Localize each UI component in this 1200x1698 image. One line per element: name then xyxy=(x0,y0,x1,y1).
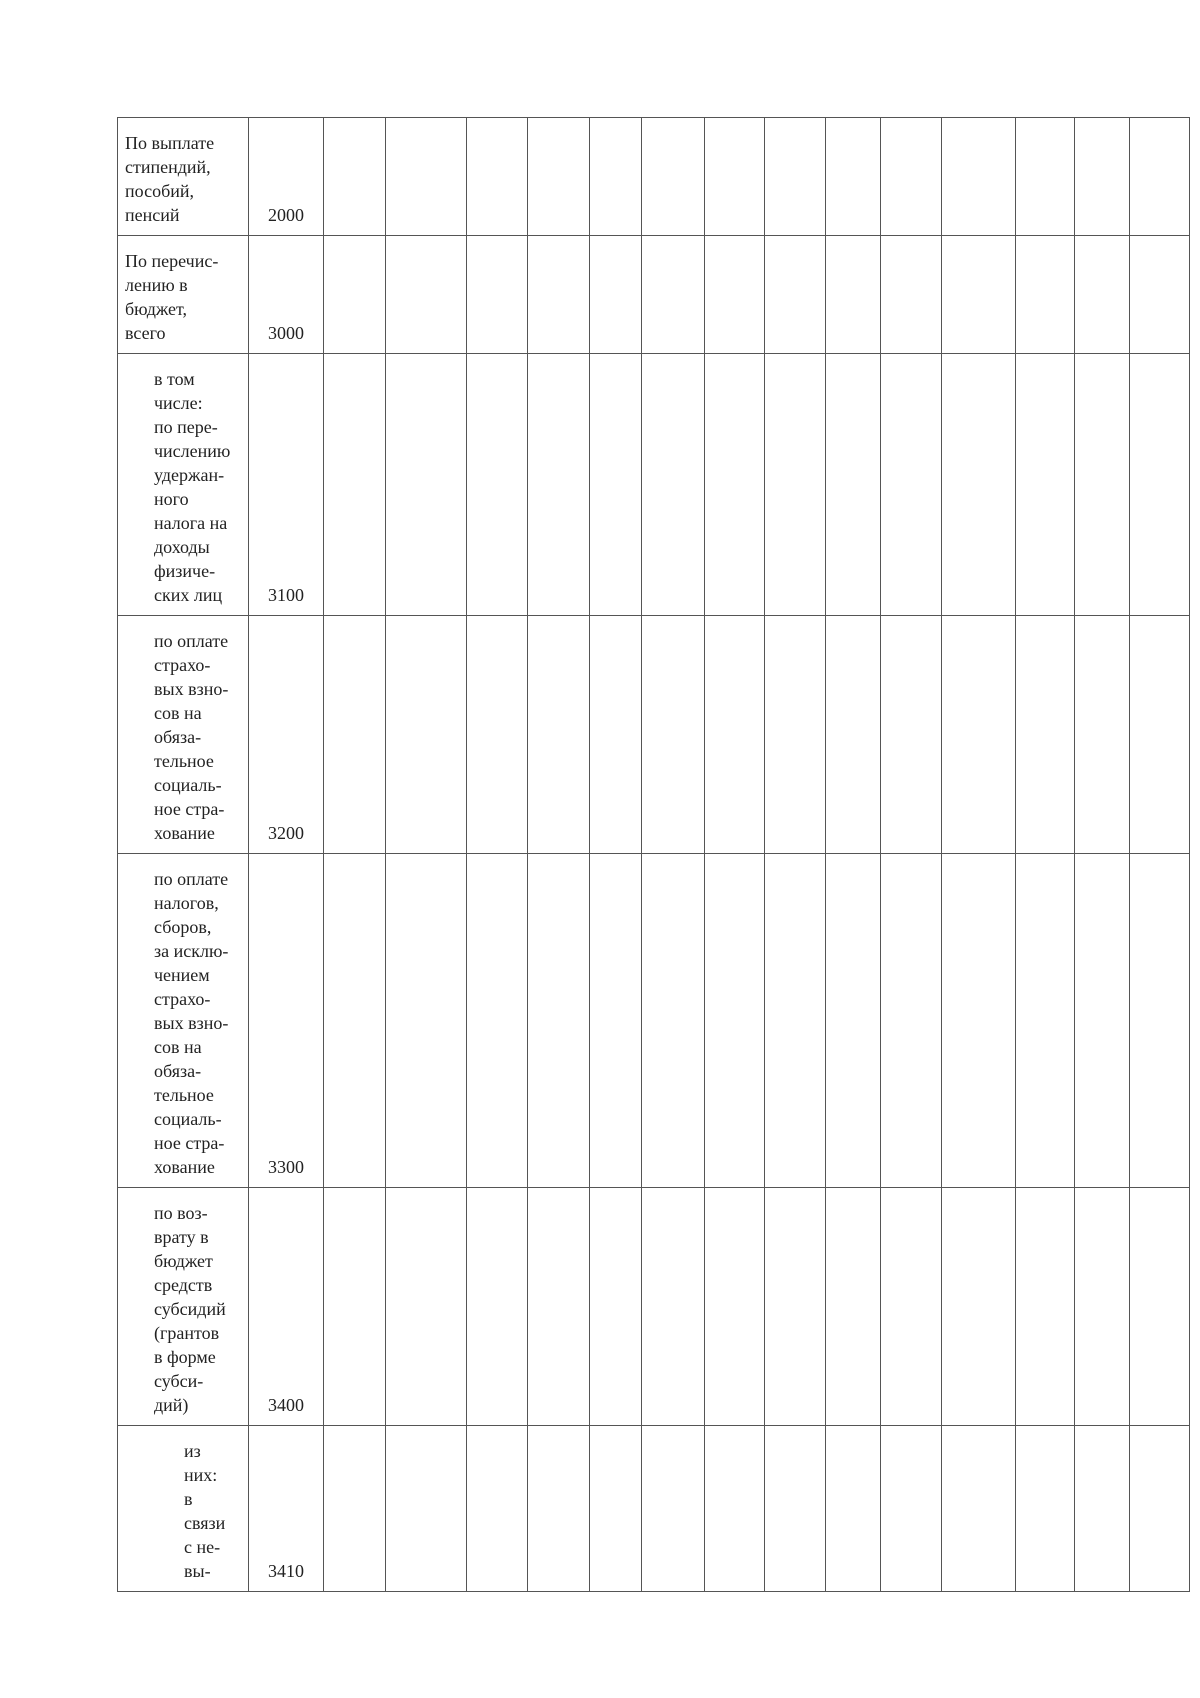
value-cell xyxy=(642,854,705,1188)
row-name-cell: из них: в связи с не- вы- xyxy=(118,1426,249,1592)
value-cell xyxy=(1016,854,1075,1188)
row-code-cell: 3300 xyxy=(249,854,324,1188)
value-cell xyxy=(386,1188,467,1426)
value-cell xyxy=(765,1188,826,1426)
value-cell xyxy=(590,1188,642,1426)
value-cell xyxy=(642,118,705,236)
value-cell xyxy=(528,236,590,354)
value-cell xyxy=(826,118,881,236)
row-code-cell: 2000 xyxy=(249,118,324,236)
value-cell xyxy=(1075,236,1130,354)
table-row xyxy=(118,354,1190,616)
row-name-cell: по воз- врату в бюджет средств субсидий (грантов в форме субси- дий) xyxy=(118,1188,249,1426)
value-cell xyxy=(528,118,590,236)
value-cell xyxy=(528,1188,590,1426)
value-cell xyxy=(1016,236,1075,354)
value-cell xyxy=(324,616,386,854)
table-row xyxy=(118,118,1190,236)
row-name-cell: по оплате налогов, сборов, за исклю- чением страхо- вых взно- сов на обяза- тельное социаль- ное стра- хование xyxy=(118,854,249,1188)
value-cell xyxy=(324,854,386,1188)
value-cell xyxy=(642,1426,705,1592)
value-cell xyxy=(765,1426,826,1592)
value-cell xyxy=(765,616,826,854)
value-cell xyxy=(386,854,467,1188)
value-cell xyxy=(324,236,386,354)
value-cell xyxy=(528,854,590,1188)
value-cell xyxy=(467,118,528,236)
value-cell xyxy=(765,118,826,236)
value-cell xyxy=(467,354,528,616)
value-cell xyxy=(1016,354,1075,616)
value-cell xyxy=(1016,1426,1075,1592)
value-cell xyxy=(467,1188,528,1426)
row-name-cell: в том числе: по пере- числению удержан- ного налога на доходы физиче- ских лиц xyxy=(118,354,249,616)
table-row xyxy=(118,1426,1190,1592)
row-code-cell: 3000 xyxy=(249,236,324,354)
row-code-cell: 3100 xyxy=(249,354,324,616)
value-cell xyxy=(528,616,590,854)
value-cell xyxy=(1075,854,1130,1188)
value-cell xyxy=(765,854,826,1188)
value-cell xyxy=(1130,354,1190,616)
table-row xyxy=(118,616,1190,854)
value-cell xyxy=(590,236,642,354)
value-cell xyxy=(386,616,467,854)
value-cell xyxy=(1075,1426,1130,1592)
value-cell xyxy=(642,616,705,854)
value-cell xyxy=(705,1188,765,1426)
row-code-cell: 3200 xyxy=(249,616,324,854)
row-name-cell: По перечис- лению в бюджет, всего xyxy=(118,236,249,354)
value-cell xyxy=(826,354,881,616)
value-cell xyxy=(705,616,765,854)
value-cell xyxy=(942,236,1016,354)
value-cell xyxy=(467,854,528,1188)
value-cell xyxy=(467,1426,528,1592)
value-cell xyxy=(324,354,386,616)
value-cell xyxy=(1130,616,1190,854)
value-cell xyxy=(1075,118,1130,236)
value-cell xyxy=(1075,354,1130,616)
value-cell xyxy=(705,354,765,616)
table-row xyxy=(118,1188,1190,1426)
value-cell xyxy=(528,354,590,616)
report-table xyxy=(117,117,1190,1592)
table-row xyxy=(118,854,1190,1188)
value-cell xyxy=(386,1426,467,1592)
value-cell xyxy=(590,118,642,236)
value-cell xyxy=(1075,1188,1130,1426)
value-cell xyxy=(467,236,528,354)
value-cell xyxy=(590,1426,642,1592)
value-cell xyxy=(765,354,826,616)
value-cell xyxy=(826,1188,881,1426)
value-cell xyxy=(826,616,881,854)
value-cell xyxy=(765,236,826,354)
value-cell xyxy=(705,1426,765,1592)
value-cell xyxy=(1130,118,1190,236)
value-cell xyxy=(881,854,942,1188)
value-cell xyxy=(881,354,942,616)
value-cell xyxy=(881,1426,942,1592)
value-cell xyxy=(1130,1188,1190,1426)
value-cell xyxy=(590,616,642,854)
value-cell xyxy=(1075,616,1130,854)
value-cell xyxy=(324,1188,386,1426)
row-code-cell: 3410 xyxy=(249,1426,324,1592)
value-cell xyxy=(942,1188,1016,1426)
value-cell xyxy=(642,354,705,616)
value-cell xyxy=(1130,1426,1190,1592)
value-cell xyxy=(324,118,386,236)
value-cell xyxy=(942,354,1016,616)
value-cell xyxy=(942,1426,1016,1592)
value-cell xyxy=(324,1426,386,1592)
value-cell xyxy=(881,616,942,854)
value-cell xyxy=(881,118,942,236)
value-cell xyxy=(642,236,705,354)
value-cell xyxy=(386,236,467,354)
value-cell xyxy=(1016,1188,1075,1426)
value-cell xyxy=(1130,854,1190,1188)
table-row xyxy=(118,236,1190,354)
value-cell xyxy=(1016,616,1075,854)
value-cell xyxy=(642,1188,705,1426)
value-cell xyxy=(881,1188,942,1426)
value-cell xyxy=(590,354,642,616)
value-cell xyxy=(386,354,467,616)
value-cell xyxy=(942,854,1016,1188)
value-cell xyxy=(528,1426,590,1592)
value-cell xyxy=(705,854,765,1188)
row-name-cell: по оплате страхо- вых взно- сов на обяза- тельное социаль- ное стра- хование xyxy=(118,616,249,854)
value-cell xyxy=(942,616,1016,854)
value-cell xyxy=(826,236,881,354)
value-cell xyxy=(1016,118,1075,236)
row-name-cell: По выплате стипендий, пособий, пенсий xyxy=(118,118,249,236)
value-cell xyxy=(590,854,642,1188)
value-cell xyxy=(881,236,942,354)
value-cell xyxy=(1130,236,1190,354)
value-cell xyxy=(826,1426,881,1592)
value-cell xyxy=(705,118,765,236)
value-cell xyxy=(942,118,1016,236)
value-cell xyxy=(386,118,467,236)
value-cell xyxy=(826,854,881,1188)
row-code-cell: 3400 xyxy=(249,1188,324,1426)
value-cell xyxy=(467,616,528,854)
value-cell xyxy=(705,236,765,354)
